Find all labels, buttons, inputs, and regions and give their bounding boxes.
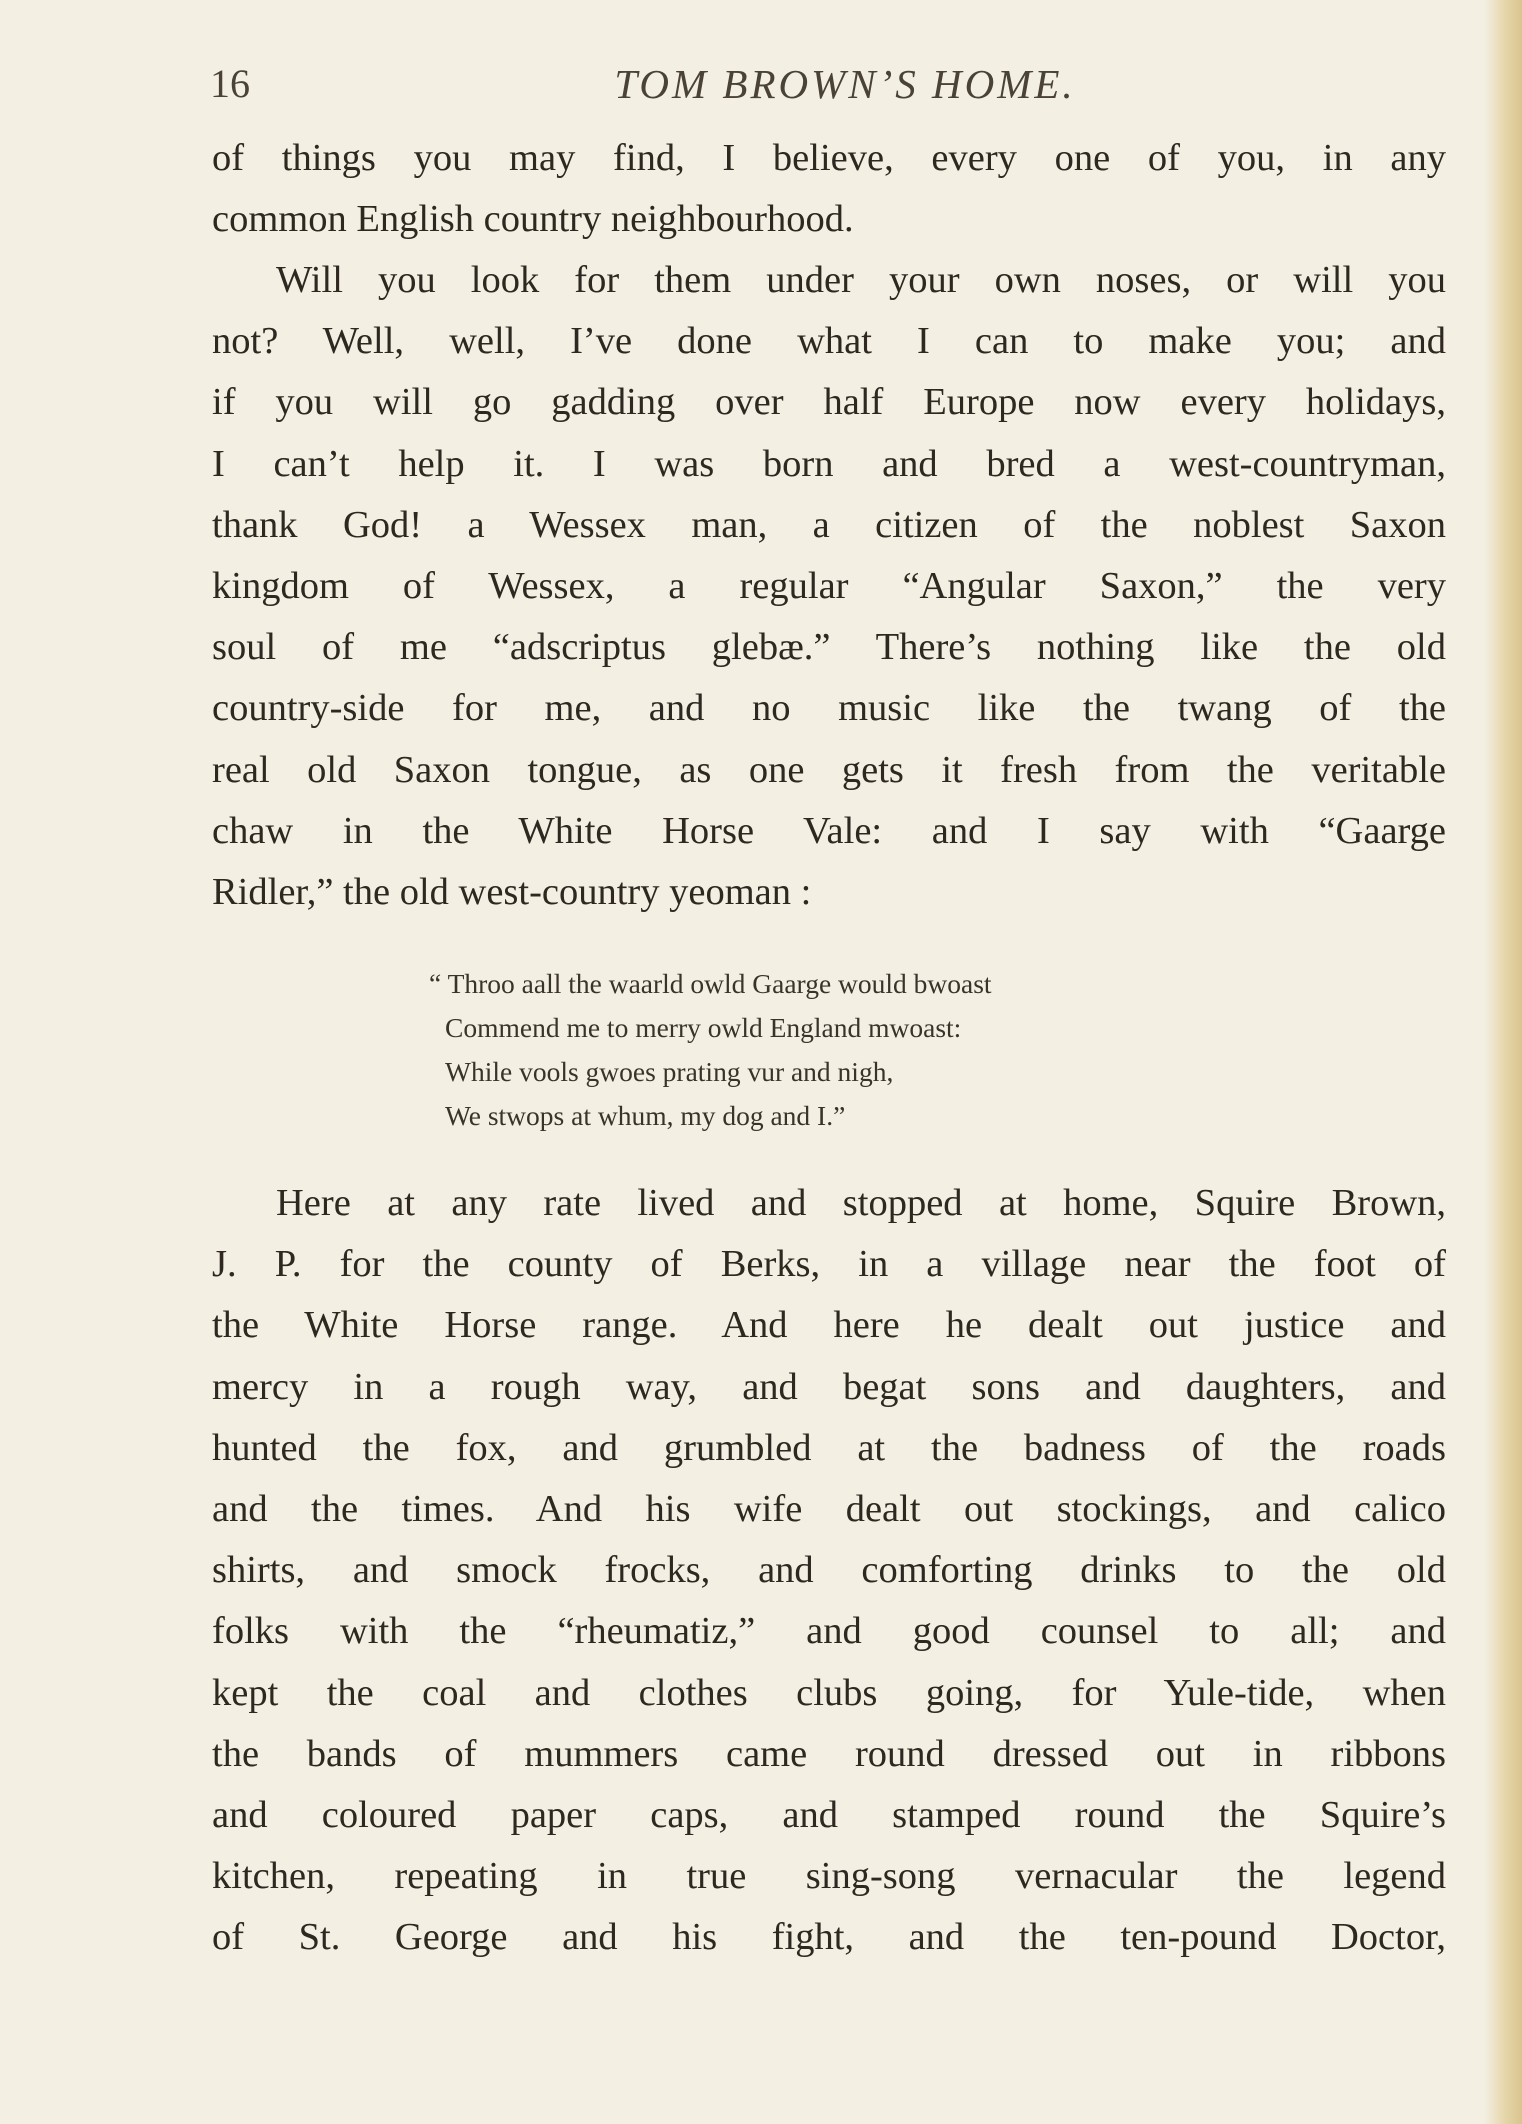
text-line: kitchen, repeating in true sing-song vernacular the legend: [212, 1855, 1446, 1898]
verse-line: While vools gwoes prating vur and nigh,: [445, 1056, 894, 1087]
text-line: chaw in the White Horse Vale: and I say with “Gaarge: [212, 809, 1446, 852]
text-line: of St. George and his fight, and the ten-pound Doctor,: [212, 1916, 1446, 1959]
text-line: kept the coal and clothes clubs going, for Yule-tide, when: [212, 1671, 1446, 1714]
text-line: real old Saxon tongue, as one gets it fresh from the veritable: [212, 748, 1446, 791]
text-line: if you will go gadding over half Europe now every holidays,: [212, 381, 1446, 424]
verse-line: Commend me to merry owld England mwoast:: [445, 1012, 962, 1043]
text-line: soul of me “adscriptus glebæ.” There’s nothing like the old: [212, 626, 1446, 669]
running-title: TOM BROWN’S HOME.: [614, 61, 1076, 107]
verse-line: “ Throo aall the waarld owld Gaarge would bwoast: [429, 968, 992, 999]
paragraph-3: [212, 1173, 1446, 1968]
text-line: Will you look for them under your own noses, or will you: [276, 259, 1446, 301]
text-line: folks with the “rheumatiz,” and good counsel to all; and: [212, 1610, 1446, 1653]
text-line: Here at any rate lived and stopped at home, Squire Brown,: [276, 1182, 1446, 1224]
text-line: of things you may find, I believe, every one of you, in any: [212, 137, 1446, 179]
text-line: not? Well, well, I’ve done what I can to make you; and: [212, 320, 1446, 363]
text-line: thank God! a Wessex man, a citizen of the noblest Saxon: [212, 503, 1446, 546]
verse-line: We stwops at whum, my dog and I.”: [445, 1100, 846, 1131]
paragraph-1: [212, 128, 1446, 250]
text-line: country-side for me, and no music like the twang of the: [212, 687, 1446, 730]
text-line: and the times. And his wife dealt out stockings, and calico: [212, 1487, 1446, 1530]
page-header: [210, 60, 1440, 120]
text-line: shirts, and smock frocks, and comforting drinks to the old: [212, 1549, 1446, 1592]
text-line: Ridler,” the old west-country yeoman :: [212, 870, 812, 913]
verse-quotation: [429, 962, 1245, 1138]
text-line: and coloured paper caps, and stamped round the Squire’s: [212, 1793, 1446, 1836]
text-line: the bands of mummers came round dressed out in ribbons: [212, 1732, 1446, 1775]
paragraph-2: [212, 250, 1446, 923]
text-line: hunted the fox, and grumbled at the badness of the roads: [212, 1426, 1446, 1469]
page-number: 16: [210, 61, 250, 106]
text-line: common English country neighbourhood.: [212, 198, 854, 241]
page-edge-shadow: [1484, 0, 1522, 2124]
text-line: I can’t help it. I was born and bred a west-countryman,: [212, 442, 1446, 485]
text-line: J. P. for the county of Berks, in a village near the foot of: [212, 1243, 1446, 1286]
text-line: kingdom of Wessex, a regular “Angular Saxon,” the very: [212, 564, 1446, 607]
text-line: mercy in a rough way, and begat sons and daughters, and: [212, 1365, 1446, 1408]
text-line: the White Horse range. And here he dealt out justice and: [212, 1304, 1446, 1347]
